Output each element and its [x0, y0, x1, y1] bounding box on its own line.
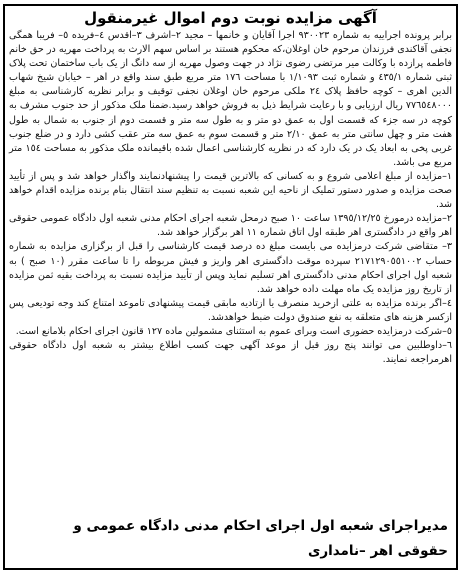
- notice-frame: [3, 4, 458, 570]
- signature-line-2: حقوقی اهر –نامداری: [307, 543, 448, 559]
- condition-item-2: ٢–مزایده درمورخ ١٣٩٥/١٢/٢٥ ساعت ١٠ صبح درمحل شعبه اجرای احکام مدنی شعبه اول دادگاه عمومی حقوقی اهر واقع در دادگستری اهر طبقه اول اتاق شماره ١١ اهر برگزار خواهد شد.: [9, 213, 452, 239]
- notice-content: [9, 8, 452, 566]
- condition-item-6: ٦–داوطلبین می توانند پنج روز قبل از موعد آگهی جهت کسب اطلاع بیشتر به شعبه اول دادگاه حقوقی اهرمراجعه نمایند.: [9, 340, 452, 366]
- condition-item-3: ٣– متقاضی شرکت درمزایده می بایست مبلغ ده درصد قیمت کارشناسی را قبل از برگزاری مزایده به شماره حساب ٢١٧١٢٩٠٥٥١٠٠٢ سپرده موقت دادگستری اهر واریز و فیش مربوطه را تا ساعت مقرر (١٠ صبح ) به شعبه اول اجرای احکام مدنی دادگستری اهر تسلیم نماید وپس از تأیید مزایده نسبت به پرداخت بقیه ثمن مزایده از تاریخ روز مزایده یک ماه مهلت داده خواهد شد.: [9, 241, 452, 295]
- condition-item-1: ١–مزایده از مبلغ اعلامی شروع و به کسانی که بالاترین قیمت را پیشنهادنمایند واگذار خواهد شد و پس از تأیید صحت مزایده و صدور دستور تملیک از ناحیه این شعبه نسبت به تنظیم سند انتقال بنام برنده مزایده اقدام خواهد شد.: [9, 170, 452, 211]
- condition-item-4: ٤–اگر برنده مزایده به علتی ازخرید منصرف یا ازتادیه مابقی قیمت پیشنهادی تاموعد امتناع کند وجه تودیعی پس ازکسر هزینه های متعلقه به نفع صندوق دولت ضبط خواهدشد.: [9, 297, 452, 323]
- signature-line-1: مدیراجرای شعبه اول اجرای احکام مدنی دادگاه عمومی و: [73, 518, 448, 534]
- notice-title: آگهی مزایده نوبت دوم اموال غیرمنقول: [84, 9, 377, 27]
- signature-block: [9, 514, 452, 564]
- intro-paragraph: برابر پرونده اجراییه به شماره ۹۳۰۰۲۳ اجرا آقایان و خانمها – مجید ۲–اشرف ۳–اقدس ٤–فریده ٥– فریبا همگی نجفی آقاکندی فرزندان مرحوم خان اوغلان،که محکوم هستند بر اساس سهم الارث به پرداخت مهریه در حق خانم فاطمه پرازده با وکالت میر مرتضی رضوی نژاد در جهت وصول مهریه از سه دانگ از یک باب ساختمان تحت پلاک ثبتی شماره ٤٣٥/١ و شماره ثبت ١/١٠٩٣ با مساحت ١٧٦ متر مربع طبق سند واقع در اهر – خیابان شیخ شهاب الدین اهری – کوچه حافظ پلاک ٢٤ ملکی مرحوم خان اوغلان نجفی توقیف و برابر نظریه کارشناسی به مبلغ ٧٧٦٥٤٨٠٠٠ ریال ارزیابی و با رعایت شرایط ذیل به فروش خواهد رسید.ضمنا ملک مذکور از حد جنوب مشرف به کوچه در سه جزء که قسمت اول به عمق دو متر و به طول سه متر و قسمت دوم از جنوب به شمال به طول هفت متر و چهل سانتی متر به عمق ٢/١٠ متر و قسمت سوم به عمق سه متر عقب کشی دارد و در ضلع جنوب غربی پخی به ابعاد یک در یک دارد که در نظریه کارشناسی اعمال شده باقیمانده ملک مذکور به مساحت ١٥٤ متر مربع می باشد.: [9, 30, 453, 168]
- notice-body: [9, 29, 452, 367]
- condition-item-5: ٥–شرکت درمزایده حضوری است وبرای عموم به استثنای مشمولین ماده ١٢٧ قانون اجرای احکام بلامانع است.: [15, 325, 452, 337]
